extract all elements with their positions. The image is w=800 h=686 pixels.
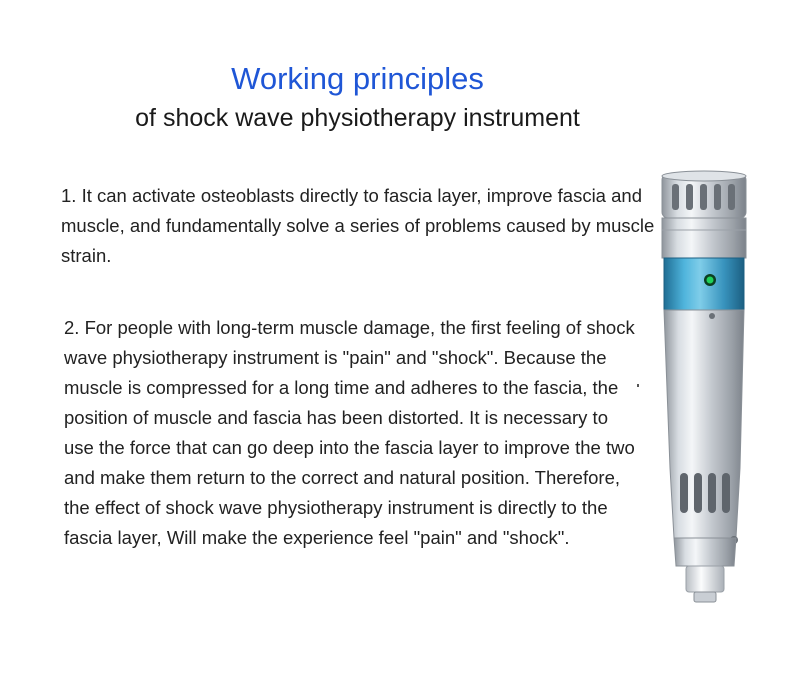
shockwave-handpiece-icon [640,168,790,608]
stray-dot [637,384,639,387]
principle-paragraph-1: 1. It can activate osteoblasts directly to fascia layer, improve fascia and muscle, and fundamentally solve a series of problems caused by muscle strain. [61,185,655,266]
principle-paragraph-2: 2. For people with long-term muscle damage, the first feeling of shock wave physiotherapy instrument is "pain" and "shock". Because the muscle is compressed for a long time and adheres to the fascia, the position of muscle and fascia has been distorted. It is necessary to use the force that can go deep into the fascia layer to improve the two and make them return to the correct and natural position. Therefore, the effect of shock wave physiotherapy instrument is directly to the fascia layer, Will make the experience feel "pain" and "shock". [64,317,635,548]
page-title: Working principles [231,61,484,96]
page-subtitle: of shock wave physiotherapy instrument [135,104,580,132]
